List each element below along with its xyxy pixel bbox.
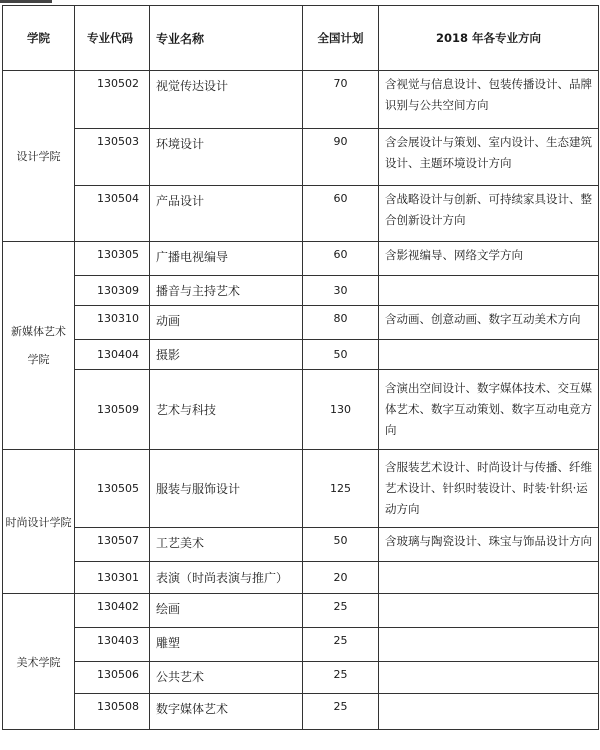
header-school: 学院 xyxy=(3,6,75,71)
plan-cell: 50 xyxy=(303,528,379,562)
header-name: 专业名称 xyxy=(150,6,303,71)
table-row xyxy=(3,340,599,370)
name-cell: 服装与服饰设计 xyxy=(150,450,303,528)
plan-cell: 25 xyxy=(303,662,379,694)
plan-cell: 30 xyxy=(303,276,379,306)
table-row xyxy=(3,450,599,528)
direction-cell: 含会展设计与策划、室内设计、生态建筑设计、主题环境设计方向 xyxy=(379,129,599,186)
table-row xyxy=(3,370,599,450)
header-code: 专业代码 xyxy=(75,6,150,71)
plan-cell: 60 xyxy=(303,242,379,276)
name-cell: 产品设计 xyxy=(150,186,303,242)
code-cell: 130305 xyxy=(75,242,150,276)
direction-cell: 含玻璃与陶瓷设计、珠宝与饰品设计方向 xyxy=(379,528,599,562)
plan-cell: 90 xyxy=(303,129,379,186)
school-cell: 时尚设计学院 xyxy=(3,450,75,594)
name-cell: 视觉传达设计 xyxy=(150,71,303,129)
header-row xyxy=(3,6,599,71)
direction-cell xyxy=(379,594,599,628)
table-row xyxy=(3,528,599,562)
table-row xyxy=(3,562,599,594)
school-cell: 美术学院 xyxy=(3,594,75,730)
header-plan: 全国计划 xyxy=(303,6,379,71)
direction-cell xyxy=(379,276,599,306)
code-cell: 130507 xyxy=(75,528,150,562)
code-cell: 130404 xyxy=(75,340,150,370)
name-cell: 工艺美术 xyxy=(150,528,303,562)
table-row xyxy=(3,186,599,242)
table-row xyxy=(3,71,599,129)
code-cell: 130503 xyxy=(75,129,150,186)
direction-cell xyxy=(379,562,599,594)
name-cell: 绘画 xyxy=(150,594,303,628)
name-cell: 公共艺术 xyxy=(150,662,303,694)
code-cell: 130505 xyxy=(75,450,150,528)
direction-cell: 含服装艺术设计、时尚设计与传播、纤维艺术设计、针织时装设计、时装·针织·运动方向 xyxy=(379,450,599,528)
table-row xyxy=(3,662,599,694)
direction-cell: 含演出空间设计、数字媒体技术、交互媒体艺术、数字互动策划、数字互动电竞方向 xyxy=(379,370,599,450)
name-cell: 播音与主持艺术 xyxy=(150,276,303,306)
plan-cell: 70 xyxy=(303,71,379,129)
direction-cell xyxy=(379,662,599,694)
direction-cell xyxy=(379,628,599,662)
code-cell: 130402 xyxy=(75,594,150,628)
code-cell: 130403 xyxy=(75,628,150,662)
code-cell: 130310 xyxy=(75,306,150,340)
direction-cell: 含影视编导、网络文学方向 xyxy=(379,242,599,276)
direction-cell: 含视觉与信息设计、包装传播设计、品牌识别与公共空间方向 xyxy=(379,71,599,129)
direction-cell: 含战略设计与创新、可持续家具设计、整合创新设计方向 xyxy=(379,186,599,242)
name-cell: 动画 xyxy=(150,306,303,340)
table-row xyxy=(3,306,599,340)
name-cell: 数字媒体艺术 xyxy=(150,694,303,730)
header-direction: 2018 年各专业方向 xyxy=(379,6,599,71)
direction-cell: 含动画、创意动画、数字互动美术方向 xyxy=(379,306,599,340)
top-edge-mark xyxy=(0,0,52,3)
name-cell: 表演（时尚表演与推广） xyxy=(150,562,303,594)
code-cell: 130309 xyxy=(75,276,150,306)
table-row xyxy=(3,594,599,628)
code-cell: 130301 xyxy=(75,562,150,594)
school-cell xyxy=(3,242,75,450)
direction-cell xyxy=(379,340,599,370)
table-row xyxy=(3,694,599,730)
plan-cell: 20 xyxy=(303,562,379,594)
plan-cell: 25 xyxy=(303,594,379,628)
code-cell: 130504 xyxy=(75,186,150,242)
table-row xyxy=(3,628,599,662)
code-cell: 130509 xyxy=(75,370,150,450)
plan-cell: 130 xyxy=(303,370,379,450)
school-cell: 设计学院 xyxy=(3,71,75,242)
name-cell: 艺术与科技 xyxy=(150,370,303,450)
table-row xyxy=(3,242,599,276)
name-cell: 雕塑 xyxy=(150,628,303,662)
plan-cell: 60 xyxy=(303,186,379,242)
plan-cell: 80 xyxy=(303,306,379,340)
code-cell: 130506 xyxy=(75,662,150,694)
code-cell: 130502 xyxy=(75,71,150,129)
table-row xyxy=(3,276,599,306)
name-cell: 广播电视编导 xyxy=(150,242,303,276)
major-plan-table xyxy=(2,5,599,730)
name-cell: 环境设计 xyxy=(150,129,303,186)
name-cell: 摄影 xyxy=(150,340,303,370)
direction-cell xyxy=(379,694,599,730)
table-row xyxy=(3,129,599,186)
school-name: 新媒体艺术学院 xyxy=(11,324,66,366)
plan-cell: 25 xyxy=(303,694,379,730)
code-cell: 130508 xyxy=(75,694,150,730)
plan-cell: 25 xyxy=(303,628,379,662)
plan-cell: 125 xyxy=(303,450,379,528)
plan-cell: 50 xyxy=(303,340,379,370)
